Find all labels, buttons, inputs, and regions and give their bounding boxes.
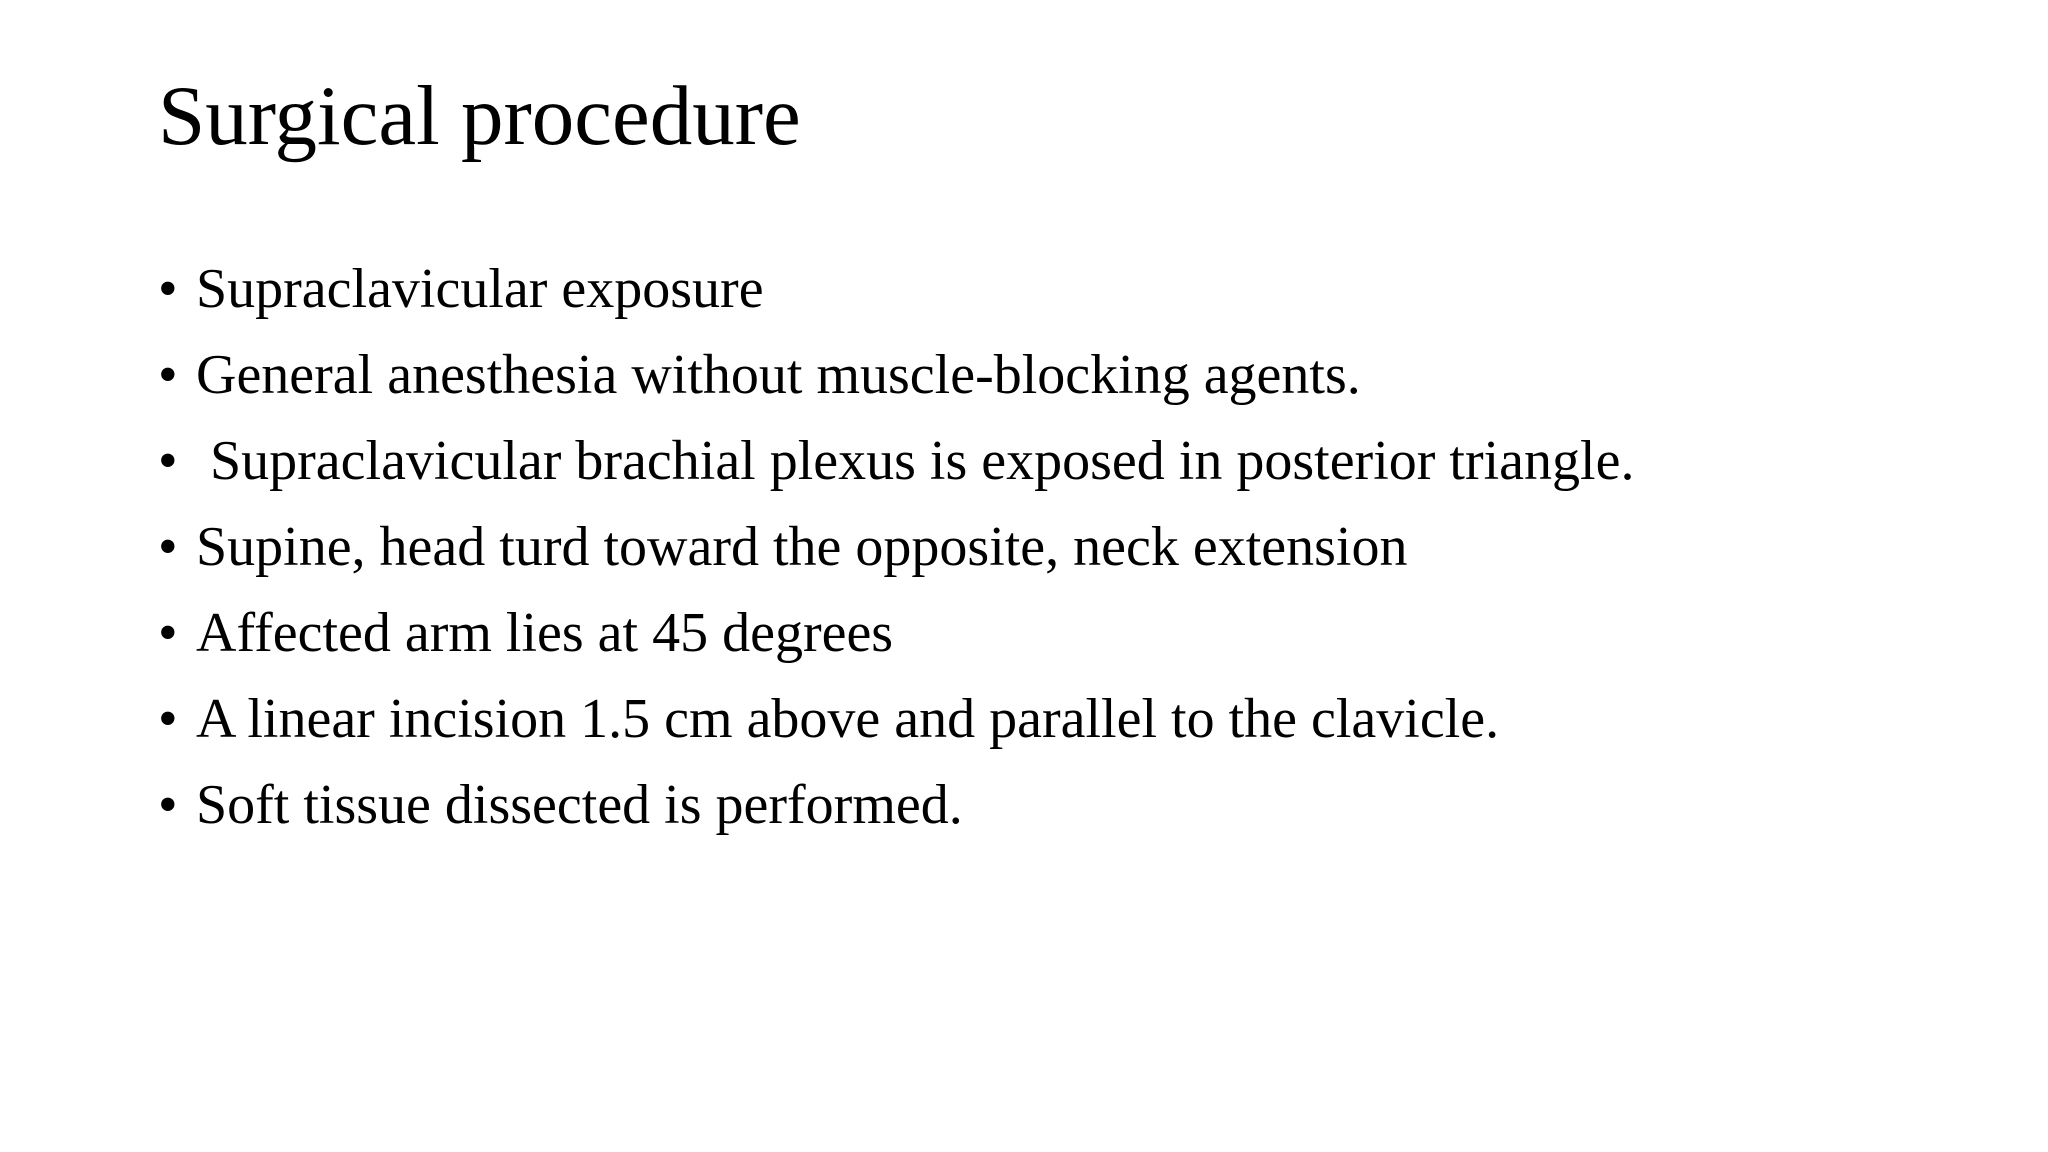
list-item [158, 418, 1634, 504]
bullet-icon: • [158, 688, 178, 750]
bullet-text: General anesthesia without muscle-blocking agents. [196, 344, 1361, 406]
list-item [158, 590, 1634, 676]
bullet-list [158, 246, 1634, 848]
bullet-icon: • [158, 344, 178, 406]
bullet-text: Supine, head turd toward the opposite, neck extension [196, 516, 1408, 578]
list-item [158, 332, 1634, 418]
bullet-icon: • [158, 602, 178, 664]
bullet-text: A linear incision 1.5 cm above and parallel to the clavicle. [196, 688, 1500, 750]
bullet-icon: • [158, 258, 178, 320]
bullet-text: Soft tissue dissected is performed. [196, 774, 963, 836]
bullet-icon: • [158, 430, 178, 492]
bullet-text: Supraclavicular brachial plexus is exposed in posterior triangle. [196, 430, 1635, 492]
list-item [158, 246, 1634, 332]
slide-title: Surgical procedure [158, 69, 801, 163]
list-item [158, 762, 1634, 848]
bullet-text: Supraclavicular exposure [196, 258, 764, 320]
bullet-text: Affected arm lies at 45 degrees [196, 602, 894, 664]
list-item [158, 676, 1634, 762]
bullet-icon: • [158, 774, 178, 836]
list-item [158, 504, 1634, 590]
bullet-icon: • [158, 516, 178, 578]
